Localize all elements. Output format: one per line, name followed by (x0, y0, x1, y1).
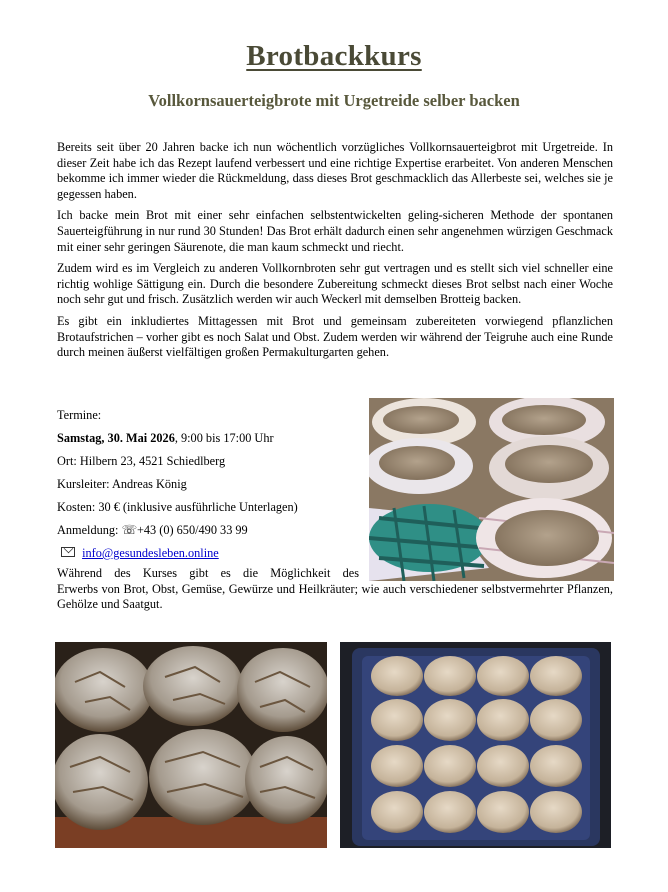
closing-line-1: Während des Kurses gibt es die Möglichkeit des (57, 566, 359, 580)
closing-line-rest: Erwerbs von Brot, Obst, Gemüse, Gewürze und Heilkräuter; wie auch verschiedener selbstvermehrter Pflanzen, Gehölze und Saatgut. (57, 581, 613, 612)
paragraph: Es gibt ein inkludiertes Mittagessen mit Brot und gemeinsam zubereiteten vorwiegend pflanzlichen Brotaufstrichen – vorher gibt es noch Salat und Obst. Zudem werden wir während der Teigruhe auch eine Runde durch meinen äußerst vielfältigen großen Permakulturgarten gehen. (57, 313, 613, 360)
time-text: , 9:00 bis 17:00 Uhr (174, 431, 274, 445)
registration (57, 523, 357, 538)
termine-label: Termine: (57, 408, 102, 422)
rolls-tray-illustration (340, 642, 611, 848)
email-row (57, 546, 357, 561)
course-date (57, 431, 357, 446)
dough-baskets-illustration (369, 398, 614, 581)
course-instructor: Kursleiter: Andreas König (57, 477, 187, 491)
course-location: Ort: Hilbern 23, 4521 Schiedlberg (57, 454, 226, 468)
photo-rolls-tray (340, 642, 611, 848)
course-cost: Kosten: 30 € (inklusive ausführliche Unterlagen) (57, 500, 298, 514)
paragraph: Zudem wird es im Vergleich zu anderen Vollkornbroten sehr gut vertragen und es stellt sich viel schneller eine richtig wohlige Sättigung ein. Durch die besondere Zubereitung schmeckt dieses Brot selbst nach einer Woche noch sehr gut und frisch. Zusätzlich werden wir auch Weckerl mit demselben Brotteig backen. (57, 261, 613, 307)
email-link[interactable]: info@gesundesleben.online (82, 546, 219, 560)
intro-text (57, 140, 613, 367)
page-title: Brotbackkurs (246, 40, 422, 72)
photo-baked-loaves (55, 642, 327, 848)
page-subtitle: Vollkornsauerteigbrote mit Urgetreide selber backen (148, 91, 520, 110)
baked-loaves-illustration (55, 642, 327, 848)
envelope-icon (61, 547, 75, 557)
course-details (57, 408, 357, 569)
registration-label: Anmeldung: (57, 523, 122, 537)
date-text: Samstag, 30. Mai 2026 (57, 431, 175, 445)
photo-dough-baskets (369, 398, 614, 581)
paragraph: Bereits seit über 20 Jahren backe ich nun wöchentlich vorzügliches Vollkornsauerteigbrot mit Urgetreide. In dieser Zeit habe ich das Rezept laufend verbessert und eine richtige Expertise erarbeitet. Von anderen Menschen bekomme ich immer wieder die Rückmeldung, dass dieses Brot geschmacklich das Allerbeste sei, welches sie je gegessen haben. (57, 140, 613, 201)
phone-number: ☏+43 (0) 650/490 33 99 (121, 523, 248, 537)
paragraph: Ich backe mein Brot mit einer sehr einfachen selbstentwickelten geling-sicheren Methode der spontanen Sauerteigführung in nur rund 30 Stunden! Das Brot erhält dadurch einen sehr angenehmen würzigen Geschmack mit einer sehr geringen Säurenote, die man kaum schmeckt und riecht. (57, 208, 613, 254)
